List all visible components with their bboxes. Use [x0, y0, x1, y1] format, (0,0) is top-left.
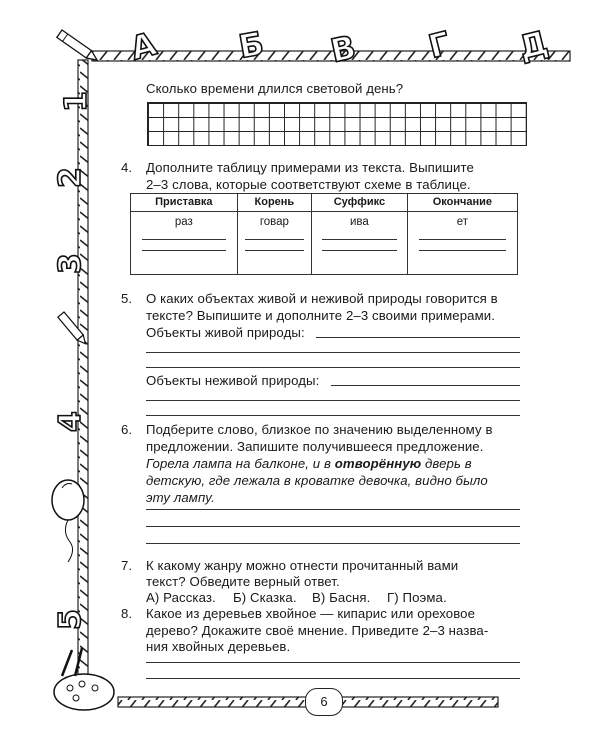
- question-text: текст? Обведите верный ответ.: [146, 574, 340, 589]
- pencil-icon: [57, 30, 100, 64]
- question-number: 6.: [121, 422, 133, 437]
- example-word: раз: [174, 216, 193, 228]
- answer-line[interactable]: [146, 367, 520, 368]
- quote-part: Горела лампа на балконе, и в: [146, 456, 335, 471]
- table-header: Корень: [237, 194, 311, 212]
- quote-part: детскую, где лежала в кроватке девочка, видно было: [146, 473, 488, 488]
- example-word: говар: [259, 216, 289, 228]
- table-cell[interactable]: [407, 212, 517, 275]
- answer-line[interactable]: [146, 352, 520, 353]
- table-cell[interactable]: [131, 212, 238, 275]
- answer-option-b[interactable]: Б) Сказка.: [233, 590, 297, 605]
- answer-line[interactable]: [146, 415, 520, 416]
- question-text: Сколько времени длился световой день?: [146, 81, 404, 96]
- question-number: 4.: [121, 160, 133, 175]
- header-letter: А: [126, 24, 161, 68]
- table-header: Суффикс: [312, 194, 408, 212]
- answer-line: [142, 239, 227, 240]
- question-text: ния хвойных деревьев.: [146, 639, 291, 654]
- answer-option-a[interactable]: А) Рассказ.: [146, 590, 216, 605]
- header-letter: Г: [424, 24, 454, 66]
- header-letter: Д: [514, 23, 552, 67]
- quote-line: [146, 489, 215, 506]
- page-number: 6: [305, 688, 343, 716]
- answer-line: [322, 239, 398, 240]
- example-word: ет: [456, 216, 469, 228]
- header-letter: В: [327, 27, 360, 71]
- side-digit: 2: [52, 167, 88, 188]
- example-word: ива: [350, 216, 369, 228]
- answer-line: [322, 250, 398, 251]
- answer-option-c[interactable]: В) Басня.: [312, 590, 371, 605]
- label-nonliving: Объекты неживой природы:: [146, 373, 320, 388]
- question-number: 8.: [121, 606, 133, 621]
- left-border-bar: [78, 60, 88, 700]
- answer-line[interactable]: [146, 662, 520, 663]
- label-living: Объекты живой природы:: [146, 325, 305, 340]
- answer-line[interactable]: [146, 509, 520, 510]
- answer-line[interactable]: [331, 385, 520, 386]
- table-header: Приставка: [131, 194, 238, 212]
- answer-line[interactable]: [316, 337, 520, 338]
- side-digit: 4: [52, 411, 88, 432]
- question-text: тексте? Выпишите и дополните 2–3 своими примерами.: [146, 308, 495, 323]
- answer-line[interactable]: [146, 526, 520, 527]
- side-digit: 1: [58, 91, 94, 112]
- answer-option-d[interactable]: Г) Поэма.: [387, 590, 447, 605]
- question-text: Какое из деревьев хвойное — кипарис или ореховое: [146, 606, 476, 621]
- question-number: 7.: [121, 558, 133, 573]
- table-cell[interactable]: [237, 212, 311, 275]
- question-text: О каких объектах живой и неживой природы говорится в: [146, 291, 498, 306]
- answer-line[interactable]: [146, 543, 520, 544]
- question-text: Подберите слово, близкое по значению выделенному в: [146, 422, 493, 437]
- table-header: Окончание: [407, 194, 517, 212]
- quote-part: дверь в: [421, 456, 472, 471]
- question-text: К какому жанру можно отнести прочитанный вами: [146, 558, 459, 573]
- morpheme-table: [130, 193, 518, 275]
- highlighted-word: отворённую: [334, 456, 422, 471]
- quote-line: [146, 455, 472, 472]
- answer-line: [419, 250, 506, 251]
- answer-line: [245, 250, 304, 251]
- side-digit: 3: [52, 253, 88, 274]
- question-number: 5.: [121, 291, 133, 306]
- question-text: предложении. Запишите получившееся предложение.: [146, 439, 484, 454]
- side-digit: 5: [52, 609, 88, 630]
- question-text: дерево? Докажите своё мнение. Приведите 2–3 назва-: [146, 623, 489, 638]
- answer-line[interactable]: [146, 400, 520, 401]
- answer-line[interactable]: [146, 678, 520, 679]
- table-cell[interactable]: [312, 212, 408, 275]
- question-text: 2–3 слова, которые соответствуют схеме в таблице.: [146, 177, 471, 192]
- quote-line: [146, 472, 488, 489]
- question-text: Дополните таблицу примерами из текста. Выпишите: [146, 160, 474, 175]
- answer-grid[interactable]: [147, 102, 527, 146]
- answer-line: [419, 239, 506, 240]
- header-letter: Б: [235, 24, 267, 66]
- answer-line: [245, 239, 304, 240]
- quote-part: эту лампу.: [146, 490, 215, 505]
- answer-line: [142, 250, 227, 251]
